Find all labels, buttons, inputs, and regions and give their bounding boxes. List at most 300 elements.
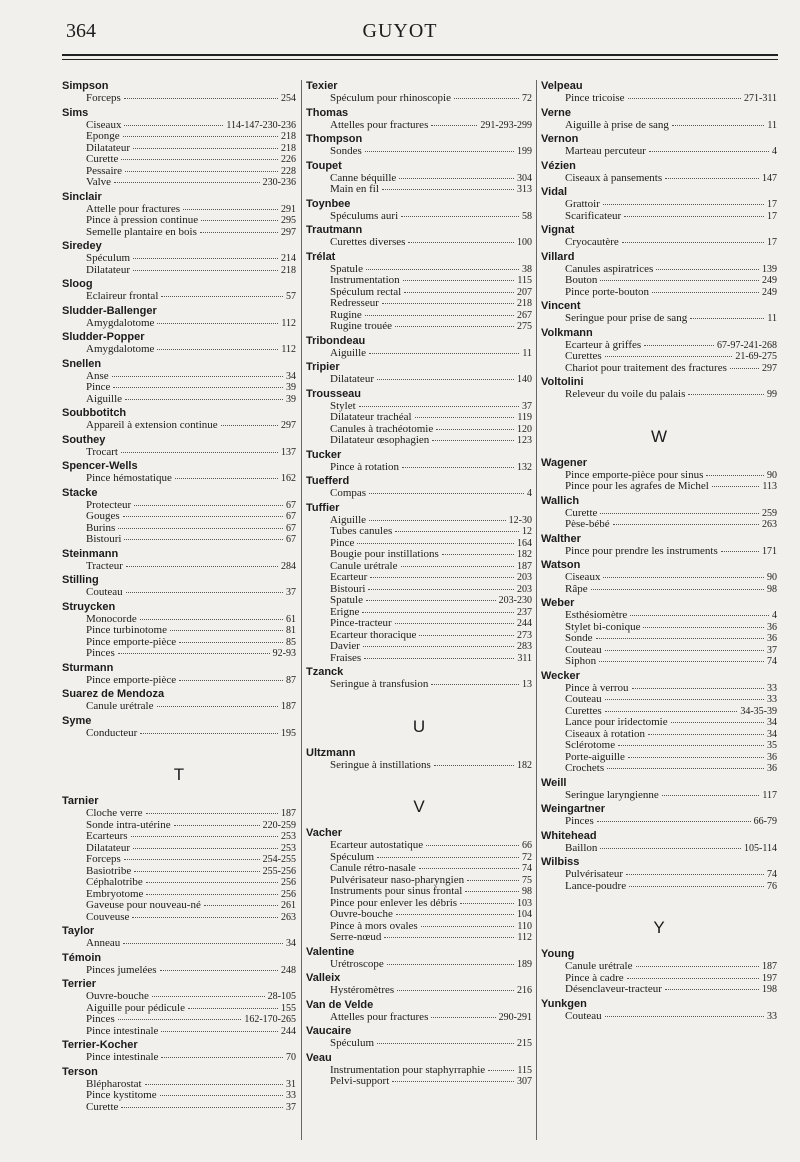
index-entry (541, 597, 777, 668)
page-reference: 182 (517, 549, 532, 560)
index-entry (306, 388, 532, 447)
author-name: Sloog (62, 278, 93, 290)
instrument-label: Stylet (330, 399, 356, 412)
instrument-item (62, 382, 296, 394)
instrument-label: Instruments pour sinus frontal (330, 885, 463, 897)
index-entry (541, 457, 777, 493)
author-name: Weber (541, 597, 575, 609)
page-reference: 104 (517, 909, 532, 920)
author-name: Syme (62, 714, 92, 727)
dot-leader (384, 937, 514, 938)
dot-leader (426, 845, 519, 846)
instrument-item (62, 675, 296, 687)
page-reference: 114-147-230-236 (226, 119, 296, 131)
instrument-label: Siphon (565, 655, 597, 667)
instrument-item (62, 253, 296, 265)
instrument-label: Spatule (330, 594, 363, 606)
dot-leader (434, 765, 514, 766)
page-reference: 98 (767, 583, 777, 595)
dot-leader (665, 178, 759, 179)
instrument-label: Seringue à instillations (330, 758, 431, 771)
dot-leader (730, 368, 759, 369)
page-reference: 253 (281, 842, 296, 854)
author-name: Villard (541, 250, 575, 263)
dot-leader (161, 1031, 278, 1032)
index-entry (541, 559, 777, 595)
page-reference: 218 (281, 131, 296, 142)
author-name: Tzanck (306, 666, 344, 678)
author-name: Texier (306, 80, 338, 92)
instrument-label: Pince à verrou (565, 681, 629, 694)
page-reference: 203-230 (498, 595, 532, 606)
dot-leader (460, 903, 514, 904)
instrument-label: Ecarteur (330, 571, 368, 583)
instrument-label: Esthésiomètre (565, 609, 628, 621)
index-entry (62, 1066, 296, 1114)
page-reference: 36 (767, 763, 777, 774)
instrument-item (306, 412, 532, 424)
instrument-label: Scarificateur (565, 209, 622, 222)
page-reference: 34 (767, 728, 777, 740)
dot-leader (363, 646, 514, 647)
page-reference: 72 (522, 93, 532, 104)
dot-leader (123, 516, 283, 517)
instrument-label: Cloche verre (86, 807, 143, 819)
index-entry (62, 460, 296, 485)
instrument-item (541, 740, 777, 752)
instrument-item (541, 351, 777, 363)
dot-leader (113, 387, 283, 388)
dot-leader (134, 871, 259, 872)
page-reference: 197 (762, 972, 777, 984)
dot-leader (133, 848, 278, 849)
instrument-item (62, 625, 296, 637)
dot-leader (712, 486, 759, 487)
index-entry (541, 327, 777, 375)
index-entry (306, 251, 532, 333)
instrument-label: Sonde (565, 632, 593, 644)
instrument-item (541, 481, 777, 493)
instrument-label: Dilatateur (86, 841, 130, 854)
page-reference: 90 (767, 572, 777, 583)
dot-leader (644, 345, 714, 346)
page-reference: 263 (281, 911, 296, 923)
index-entry (306, 361, 532, 386)
page-reference: 17 (767, 199, 777, 210)
instrument-item (541, 199, 777, 211)
page-reference: 259 (762, 507, 777, 519)
page-reference: 139 (762, 263, 777, 275)
instrument-label: Forceps (86, 92, 121, 104)
page-reference: 255-256 (262, 865, 296, 877)
author-name: Wecker (541, 669, 580, 682)
instrument-label: Ciseaux (86, 118, 122, 131)
dot-leader (131, 836, 278, 837)
dot-leader (415, 417, 515, 418)
instrument-item (541, 1011, 777, 1023)
index-entry (62, 952, 296, 977)
page-reference: 67 (286, 499, 296, 511)
instrument-label: Canule rétro-nasale (330, 862, 416, 874)
instrument-item (306, 679, 532, 691)
instrument-label: Pince (330, 536, 355, 549)
page-reference: 203 (517, 572, 532, 583)
index-entry (541, 300, 777, 325)
index-entry (306, 80, 532, 105)
page-reference: 195 (281, 727, 296, 739)
page-reference: 295 (281, 215, 296, 226)
instrument-label: Spéculum rectal (330, 285, 402, 298)
instrument-label: Spéculum (330, 850, 374, 863)
dot-leader (377, 379, 514, 380)
instrument-item (62, 1014, 296, 1026)
dot-leader (672, 125, 764, 126)
instrument-label: Porte-aiguille (565, 750, 625, 763)
author-name: Thompson (306, 133, 363, 145)
instrument-label: Embryotome (86, 887, 144, 900)
author-name: Spencer-Wells (62, 460, 138, 472)
instrument-item (541, 363, 777, 375)
dot-leader (603, 204, 764, 205)
dot-leader (600, 513, 759, 514)
dot-leader (179, 680, 283, 681)
instrument-item (306, 641, 532, 653)
instrument-item (541, 572, 777, 584)
author-name: Volkmann (541, 326, 593, 339)
author-name: Wallich (541, 494, 580, 507)
page-reference: 132 (517, 461, 532, 473)
instrument-label: Pinces (565, 815, 594, 827)
page-reference: 256 (281, 877, 296, 888)
page-reference: 11 (522, 347, 532, 359)
instrument-label: Tubes canules (330, 525, 393, 537)
page-reference: 198 (762, 984, 777, 995)
instrument-label: Bistouri (330, 582, 366, 595)
instrument-label: Fraises (330, 651, 362, 664)
instrument-item (306, 1012, 532, 1024)
author-name: Sludder-Popper (62, 331, 145, 343)
instrument-label: Pinces jumelées (86, 963, 157, 976)
page-reference: 230-236 (262, 177, 296, 188)
index-entry (62, 662, 296, 687)
page-reference: 38 (522, 263, 532, 275)
dot-leader (365, 151, 514, 152)
dot-leader (690, 318, 764, 319)
index-entry (62, 278, 296, 303)
author-name: Yunkgen (541, 997, 587, 1010)
instrument-label: Curettes (565, 704, 602, 717)
instrument-item (62, 1052, 296, 1064)
author-name: Vernon (541, 133, 579, 145)
page-reference: 215 (517, 1038, 532, 1049)
instrument-item (62, 318, 296, 330)
instrument-item (62, 854, 296, 866)
instrument-item (541, 584, 777, 596)
index-entry (62, 358, 296, 406)
dot-leader (643, 627, 764, 628)
page-reference: 199 (517, 146, 532, 157)
author-name: Stilling (62, 574, 99, 586)
dot-leader (605, 650, 764, 651)
index-entry (541, 251, 777, 299)
page-reference: 105-114 (744, 842, 777, 854)
instrument-item (306, 909, 532, 921)
index-entry (306, 1052, 532, 1088)
author-name: Van de Velde (306, 998, 374, 1011)
instrument-label: Ouvre-bouche (330, 908, 393, 920)
dot-leader (161, 1057, 283, 1058)
instrument-item (306, 348, 532, 360)
instrument-item (306, 886, 532, 898)
instrument-label: Pince-tracteur (330, 617, 392, 629)
instrument-label: Curettes (565, 350, 602, 362)
instrument-label: Eclaireur frontal (86, 290, 159, 302)
index-entry (62, 407, 296, 432)
author-name: Toupet (306, 159, 342, 172)
page-reference: 37 (286, 587, 296, 598)
page-reference: 87 (286, 674, 296, 686)
page-reference: 115 (517, 275, 532, 286)
instrument-label: Ciseaux à rotation (565, 727, 646, 740)
author-name: Valentine (306, 945, 355, 958)
dot-leader (431, 1017, 495, 1018)
page-reference: 70 (286, 1052, 296, 1063)
author-name: Sims (62, 106, 89, 119)
dot-leader (395, 326, 514, 327)
instrument-item (62, 511, 296, 523)
instrument-item (541, 881, 777, 893)
page-reference: 291 (281, 203, 296, 215)
dot-leader (157, 706, 279, 707)
dot-leader (467, 880, 519, 881)
dot-leader (118, 1019, 242, 1020)
page-reference: 155 (281, 1002, 296, 1014)
dot-leader (656, 269, 759, 270)
author-name: Walther (541, 532, 581, 545)
instrument-item (306, 93, 532, 105)
instrument-label: Pèse-bébé (565, 518, 610, 530)
dot-leader (114, 182, 260, 183)
page-reference: 72 (522, 851, 532, 863)
dot-leader (121, 1107, 283, 1108)
dot-leader (630, 615, 769, 616)
page-reference: 162-170-265 (244, 1014, 296, 1025)
page-reference: 249 (762, 286, 777, 298)
dot-leader (600, 280, 759, 281)
author-name: Stacke (62, 486, 98, 499)
author-name: Trautmann (306, 224, 363, 236)
dot-leader (721, 551, 759, 552)
index-entry (306, 502, 532, 665)
author-name: Vincent (541, 300, 581, 312)
dot-leader (125, 171, 278, 172)
index-entry (306, 133, 532, 158)
instrument-item (62, 701, 296, 713)
index-entry (306, 335, 532, 360)
page-reference: 12-30 (508, 514, 532, 526)
page-reference: 220-259 (262, 819, 296, 831)
instrument-item (541, 656, 777, 668)
dot-leader (395, 531, 519, 532)
instrument-label: Couteau (86, 586, 123, 598)
page-reference: 263 (762, 519, 777, 530)
dot-leader (401, 566, 515, 567)
page-reference: 74 (767, 656, 777, 667)
instrument-label: Pince pour enlever les débris (330, 896, 458, 909)
dot-leader (618, 745, 764, 746)
instrument-item (541, 816, 777, 828)
index-entry (541, 133, 777, 158)
page-reference: 218 (281, 264, 296, 276)
page-reference: 311 (517, 652, 532, 664)
dot-leader (628, 757, 764, 758)
author-name: Struycken (62, 600, 116, 613)
author-name: Verne (541, 106, 571, 119)
instrument-item (306, 1076, 532, 1088)
index-entry (306, 946, 532, 971)
page-reference: 171 (762, 545, 777, 557)
instrument-item (62, 561, 296, 573)
author-name: Tuffier (306, 501, 340, 514)
instrument-label: Râpe (565, 582, 588, 595)
instrument-label: Seringue pour prise de sang (565, 312, 688, 324)
instrument-label: Compas (330, 487, 367, 499)
instrument-label: Curettes diverses (330, 236, 406, 248)
author-name: Simpson (62, 80, 109, 92)
index-entry (62, 795, 296, 923)
instrument-item (62, 420, 296, 432)
index-entry (541, 186, 777, 222)
dot-leader (121, 159, 278, 160)
dot-leader (632, 688, 764, 689)
dot-leader (132, 917, 278, 918)
instrument-label: Bougie pour instillations (330, 548, 439, 560)
author-name: Tarnier (62, 795, 99, 807)
dot-leader (605, 1016, 764, 1017)
instrument-label: Pince intestinale (86, 1024, 159, 1037)
instrument-item (306, 275, 532, 287)
dot-leader (488, 1070, 514, 1071)
author-name: Sludder-Ballenger (62, 304, 157, 317)
index-entry (306, 449, 532, 474)
index-entry (541, 777, 777, 802)
page-reference: 228 (281, 165, 296, 177)
instrument-label: Ecarteurs (86, 830, 128, 842)
page-reference: 39 (286, 382, 296, 393)
index-entry (306, 666, 532, 691)
instrument-label: Instrumentation (330, 274, 400, 286)
instrument-label: Canules aspiratrices (565, 262, 654, 275)
instrument-label: Erigne (330, 605, 360, 618)
dot-leader (408, 242, 514, 243)
instrument-label: Dilatateur (86, 141, 130, 154)
page-reference: 187 (517, 560, 532, 572)
index-entry (62, 601, 296, 660)
instrument-label: Pulvérisateur (565, 868, 624, 880)
dot-leader (366, 600, 496, 601)
instrument-label: Dilatateur trachéal (330, 411, 412, 423)
page-reference: 90 (767, 469, 777, 481)
instrument-label: Ciseaux (565, 571, 601, 583)
instrument-label: Attelles pour fractures (330, 118, 429, 131)
index-entry (306, 198, 532, 223)
page-reference: 13 (522, 679, 532, 690)
dot-leader (125, 399, 283, 400)
author-name: Témoin (62, 951, 102, 964)
page-reference: 267 (517, 309, 532, 321)
author-name: Valleix (306, 972, 341, 984)
instrument-item (306, 572, 532, 584)
page-reference: 113 (762, 481, 777, 492)
instrument-item (62, 900, 296, 912)
index-entry (62, 191, 296, 239)
page-reference: 76 (767, 880, 777, 892)
index-entry (306, 747, 532, 772)
instrument-label: Pince emporte-pièce (86, 635, 177, 648)
dot-leader (706, 475, 764, 476)
dot-leader (364, 658, 514, 659)
instrument-item (541, 633, 777, 645)
index-entry (541, 224, 777, 249)
instrument-item (306, 211, 532, 223)
dot-leader (591, 589, 764, 590)
instrument-label: Davier (330, 640, 360, 652)
page-reference: 117 (762, 789, 777, 801)
author-name: Sturmann (62, 661, 114, 674)
page-reference: 203 (517, 583, 532, 595)
dot-leader (600, 848, 741, 849)
instrument-label: Spéculum (330, 1037, 374, 1049)
instrument-item (541, 610, 777, 622)
instrument-label: Hystéromètres (330, 984, 395, 996)
page-reference: 33 (286, 1090, 296, 1101)
author-name: Watson (541, 559, 581, 571)
dot-leader (357, 543, 514, 544)
dot-leader (359, 406, 519, 407)
page-reference: 283 (517, 641, 532, 652)
instrument-label: Gouges (86, 510, 120, 522)
instrument-label: Forceps (86, 853, 121, 865)
instrument-item (306, 526, 532, 538)
instrument-label: Rugine (330, 308, 362, 321)
instrument-label: Valve (86, 176, 112, 188)
dot-leader (629, 886, 764, 887)
dot-leader (662, 795, 760, 796)
instrument-label: Serre-nœud (330, 931, 382, 943)
page-reference: 4 (772, 146, 777, 157)
author-name: Velpeau (541, 80, 583, 92)
dot-leader (652, 292, 759, 293)
index-entry (306, 827, 532, 944)
dot-leader (624, 216, 764, 217)
instrument-label: Couteau (565, 693, 602, 705)
instrument-label: Burins (86, 521, 116, 534)
instrument-item (62, 1090, 296, 1102)
instrument-label: Pince emporte-pièce pour sinus (565, 468, 704, 481)
page-reference: 12 (522, 526, 532, 537)
page-reference: 37 (767, 644, 777, 656)
instrument-label: Pince pour prendre les instruments (565, 544, 718, 557)
page-reference: 307 (517, 1076, 532, 1087)
instrument-label: Couteau (565, 643, 602, 656)
instrument-item (306, 374, 532, 386)
page-reference: 39 (286, 393, 296, 405)
instrument-label: Marteau percuteur (565, 145, 646, 157)
page-reference: 147 (762, 172, 777, 184)
instrument-label: Spéculum pour rhinoscopie (330, 92, 451, 104)
instrument-label: Chariot pour traitement des fractures (565, 361, 727, 374)
dot-leader (175, 478, 278, 479)
